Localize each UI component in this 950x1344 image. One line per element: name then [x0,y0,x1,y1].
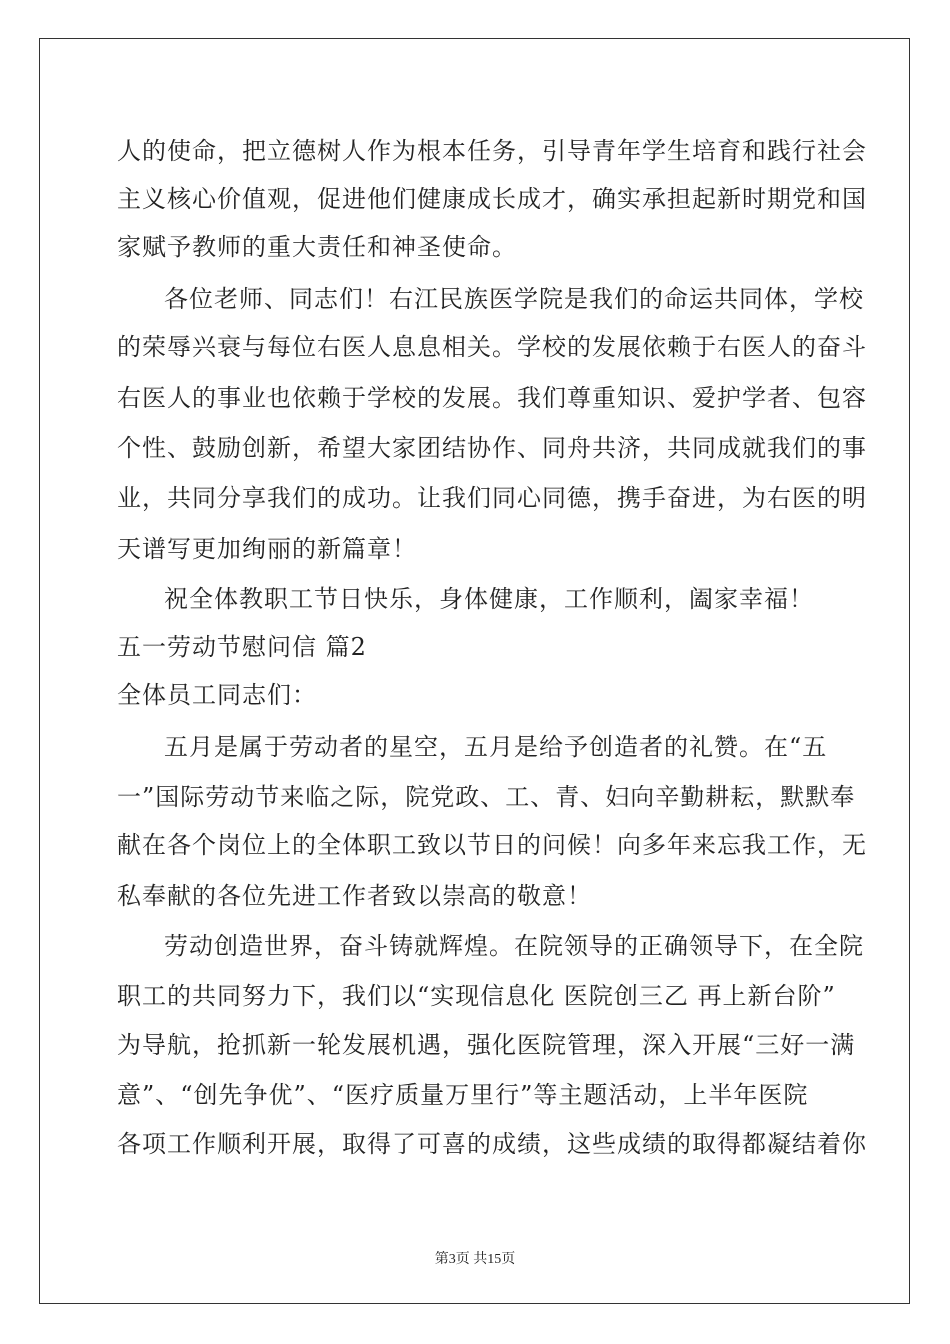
text-line: 祝全体教职工节日快乐，身体健康，工作顺利，阖家幸福！ [164,585,814,613]
text-line: 私奉献的各位先进工作者致以崇高的敬意！ [117,882,592,910]
text-line: 一”国际劳动节来临之际，院党政、工、青、妇向辛勤耕耘，默默奉 [117,783,856,811]
text-line: 个性、鼓励创新，希望大家团结协作、同舟共济，共同成就我们的事 [117,434,867,462]
text-line: 各位老师、同志们！右江民族医学院是我们的命运共同体，学校 [164,285,864,313]
text-line: 业，共同分享我们的成功。让我们同心同德，携手奋进，为右医的明 [117,484,867,512]
page-number-footer: 第3页 共15页 [434,1252,516,1267]
text-line: 天谱写更加绚丽的新篇章！ [117,535,417,563]
text-line: 各项工作顺利开展，取得了可喜的成绩，这些成绩的取得都凝结着你 [117,1130,867,1158]
text-line: 职工的共同努力下，我们以“实现信息化 医院创三乙 再上新台阶” [117,982,836,1010]
text-line: 献在各个岗位上的全体职工致以节日的问候！向多年来忘我工作，无 [117,831,867,859]
text-line: 五月是属于劳动者的星空，五月是给予创造者的礼赞。在“五 [164,733,828,761]
text-line: 的荣辱兴衰与每位右医人息息相关。学校的发展依赖于右医人的奋斗 [117,333,867,361]
text-line: 主义核心价值观，促进他们健康成长成才，确实承担起新时期党和国 [117,185,867,213]
text-line: 为导航，抢抓新一轮发展机遇，强化医院管理，深入开展“三好一满 [117,1031,856,1059]
text-line: 家赋予教师的重大责任和神圣使命。 [117,233,517,261]
page-border [39,38,910,1304]
salutation: 全体员工同志们： [117,681,317,709]
section-heading: 五一劳动节慰问信 篇2 [117,633,367,661]
text-line: 劳动创造世界，奋斗铸就辉煌。在院领导的正确领导下，在全院 [164,932,864,960]
text-line: 意”、“创先争优”、“医疗质量万里行”等主题活动，上半年医院 [117,1081,809,1109]
text-line: 右医人的事业也依赖于学校的发展。我们尊重知识、爱护学者、包容 [117,384,867,412]
text-line: 人的使命，把立德树人作为根本任务，引导青年学生培育和践行社会 [117,137,867,165]
